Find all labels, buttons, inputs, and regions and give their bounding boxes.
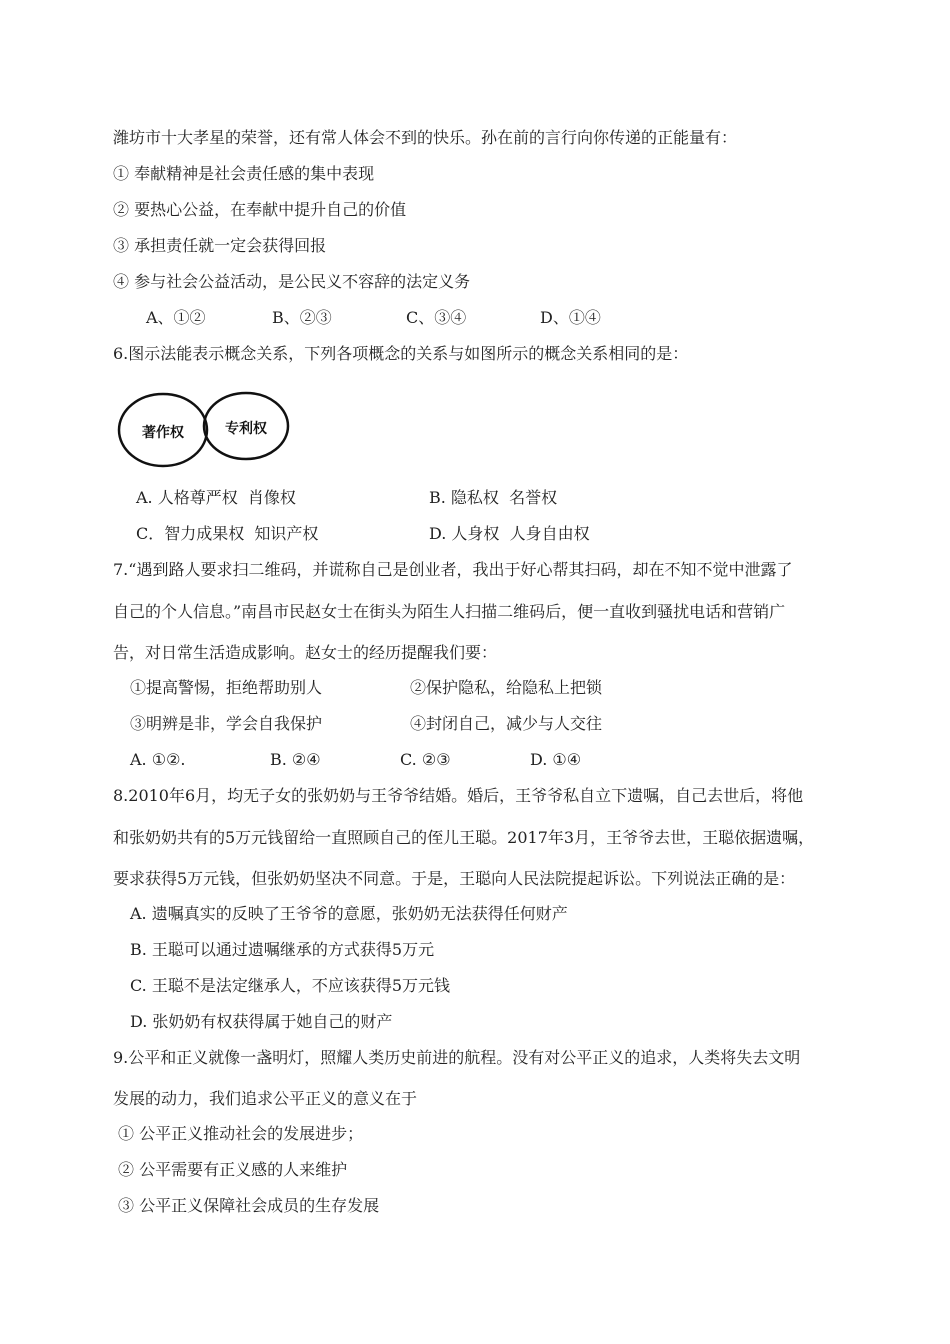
concept-diagram <box>113 390 293 470</box>
q9-item-2: ② 公平需要有正义感的人来维护 <box>118 1160 348 1179</box>
q6-option-d: D. 人身权 人身自由权 <box>429 524 590 543</box>
q5-option-c: C、③④ <box>406 308 467 327</box>
q5-item-4: ④ 参与社会公益活动，是公民义不容辞的法定义务 <box>113 272 471 291</box>
q5-option-a: A、①② <box>146 308 206 327</box>
q9-stem-line-1: 9.公平和正义就像一盏明灯，照耀人类历史前进的航程。没有对公平正义的追求，人类将失去文明 <box>113 1048 801 1067</box>
q7-item-1: ①提高警惕，拒绝帮助别人 <box>130 678 323 697</box>
q5-item-3: ③ 承担责任就一定会获得回报 <box>113 236 327 255</box>
q7-option-d: D. ①④ <box>530 750 582 769</box>
q8-option-b: B. 王聪可以通过遗嘱继承的方式获得5万元 <box>130 940 435 959</box>
q7-item-4: ④封闭自己，减少与人交往 <box>410 714 603 733</box>
q8-option-a: A. 遗嘱真实的反映了王爷爷的意愿，张奶奶无法获得任何财产 <box>130 904 568 923</box>
q8-stem-line-1: 8.2010年6月，均无子女的张奶奶与王爷爷结婚。婚后，王爷爷私自立下遗嘱，自己去世后，将他 <box>113 786 804 805</box>
q7-stem-line-3: 告，对日常生活造成影响。赵女士的经历提醒我们要： <box>113 643 498 662</box>
q9-item-1: ① 公平正义推动社会的发展进步； <box>118 1124 364 1143</box>
q8-stem-line-3: 要求获得5万元钱，但张奶奶坚决不同意。于是，王聪向人民法院提起诉讼。下列说法正确的是： <box>113 869 796 888</box>
q5-option-b: B、②③ <box>272 308 332 327</box>
q8-stem-line-2: 和张奶奶共有的5万元钱留给一直照顾自己的侄儿王聪。2017年3月，王爷爷去世，王聪依据遗嘱， <box>113 828 815 847</box>
q7-item-2: ②保护隐私，给隐私上把锁 <box>410 678 603 697</box>
q9-stem-line-2: 发展的动力，我们追求公平正义的意义在于 <box>113 1089 418 1108</box>
q5-item-2: ② 要热心公益，在奉献中提升自己的价值 <box>113 200 407 219</box>
q6-option-a: A. 人格尊严权 肖像权 <box>136 488 296 507</box>
q8-option-d: D. 张奶奶有权获得属于她自己的财产 <box>130 1012 393 1031</box>
q7-option-c: C. ②③ <box>400 750 451 769</box>
q5-item-1: ① 奉献精神是社会责任感的集中表现 <box>113 164 375 183</box>
q5-stem-tail: 潍坊市十大孝星的荣誉，还有常人体会不到的快乐。孙在前的言行向你传递的正能量有： <box>113 128 738 147</box>
q7-stem-line-2: 自己的个人信息。”南昌市民赵女士在街头为陌生人扫描二维码后，便一直收到骚扰电话和营销广 <box>113 602 786 621</box>
q7-option-b: B. ②④ <box>270 750 321 769</box>
q6-option-c: C．智力成果权 知识产权 <box>136 524 319 543</box>
q6-stem: 6.图示法能表示概念关系，下列各项概念的关系与如图所示的概念关系相同的是： <box>113 344 689 363</box>
right-circle-label: 专利权 <box>225 421 267 437</box>
left-circle-label: 著作权 <box>142 425 184 441</box>
q7-item-3: ③明辨是非，学会自我保护 <box>130 714 323 733</box>
q9-item-3: ③ 公平正义保障社会成员的生存发展 <box>118 1196 380 1215</box>
q7-option-a: A. ①②. <box>130 750 186 769</box>
q8-option-c: C. 王聪不是法定继承人，不应该获得5万元钱 <box>130 976 451 995</box>
q7-stem-line-1: 7.“遇到路人要求扫二维码，并谎称自己是创业者，我出于好心帮其扫码，却在不知不觉中泄露了 <box>113 560 793 579</box>
q5-option-d: D、①④ <box>540 308 601 327</box>
q6-option-b: B. 隐私权 名誉权 <box>429 488 558 507</box>
